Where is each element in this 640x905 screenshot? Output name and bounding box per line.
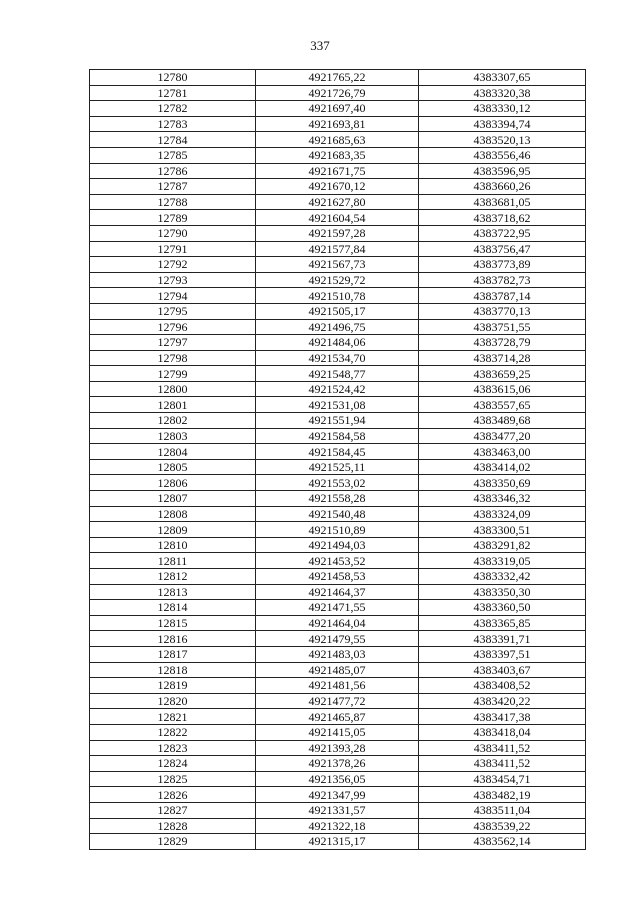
table-row: [90, 335, 586, 351]
table-row: [90, 288, 586, 304]
x-coordinate-cell: 4921505,17: [256, 303, 419, 319]
point-number-cell: 12820: [90, 693, 256, 709]
x-coordinate-cell: 4921671,75: [256, 163, 419, 179]
y-coordinate-cell: 4383346,32: [419, 491, 586, 507]
table-row: [90, 444, 586, 460]
table-row: [90, 740, 586, 756]
point-number-cell: 12805: [90, 459, 256, 475]
y-coordinate-cell: 4383414,02: [419, 459, 586, 475]
table-row: [90, 491, 586, 507]
x-coordinate-cell: 4921331,57: [256, 802, 419, 818]
table-row: [90, 116, 586, 132]
point-number-cell: 12793: [90, 272, 256, 288]
x-coordinate-cell: 4921765,22: [256, 70, 419, 86]
point-number-cell: 12782: [90, 101, 256, 117]
point-number-cell: 12802: [90, 413, 256, 429]
table-row: [90, 818, 586, 834]
x-coordinate-cell: 4921483,03: [256, 646, 419, 662]
table-row: [90, 179, 586, 195]
table-row: [90, 569, 586, 585]
y-coordinate-cell: 4383477,20: [419, 428, 586, 444]
table-row: [90, 756, 586, 772]
y-coordinate-cell: 4383596,95: [419, 163, 586, 179]
y-coordinate-cell: 4383511,04: [419, 802, 586, 818]
point-number-cell: 12826: [90, 787, 256, 803]
x-coordinate-cell: 4921485,07: [256, 662, 419, 678]
point-number-cell: 12804: [90, 444, 256, 460]
table-row: [90, 303, 586, 319]
x-coordinate-cell: 4921567,73: [256, 257, 419, 273]
table-row: [90, 163, 586, 179]
x-coordinate-cell: 4921604,54: [256, 210, 419, 226]
point-number-cell: 12789: [90, 210, 256, 226]
point-number-cell: 12806: [90, 475, 256, 491]
table-row: [90, 693, 586, 709]
point-number-cell: 12798: [90, 350, 256, 366]
y-coordinate-cell: 4383482,19: [419, 787, 586, 803]
x-coordinate-cell: 4921356,05: [256, 771, 419, 787]
y-coordinate-cell: 4383420,22: [419, 693, 586, 709]
y-coordinate-cell: 4383365,85: [419, 615, 586, 631]
y-coordinate-cell: 4383660,26: [419, 179, 586, 195]
x-coordinate-cell: 4921465,87: [256, 709, 419, 725]
point-number-cell: 12816: [90, 631, 256, 647]
x-coordinate-cell: 4921479,55: [256, 631, 419, 647]
y-coordinate-cell: 4383562,14: [419, 834, 586, 850]
point-number-cell: 12817: [90, 646, 256, 662]
x-coordinate-cell: 4921534,70: [256, 350, 419, 366]
y-coordinate-cell: 4383324,09: [419, 506, 586, 522]
table-row: [90, 584, 586, 600]
y-coordinate-cell: 4383319,05: [419, 553, 586, 569]
table-row: [90, 147, 586, 163]
y-coordinate-cell: 4383770,13: [419, 303, 586, 319]
x-coordinate-cell: 4921524,42: [256, 381, 419, 397]
y-coordinate-cell: 4383350,69: [419, 475, 586, 491]
point-number-cell: 12814: [90, 600, 256, 616]
x-coordinate-cell: 4921577,84: [256, 241, 419, 257]
y-coordinate-cell: 4383350,30: [419, 584, 586, 600]
x-coordinate-cell: 4921551,94: [256, 413, 419, 429]
point-number-cell: 12827: [90, 802, 256, 818]
point-number-cell: 12786: [90, 163, 256, 179]
point-number-cell: 12783: [90, 116, 256, 132]
table-row: [90, 459, 586, 475]
point-number-cell: 12785: [90, 147, 256, 163]
y-coordinate-cell: 4383411,52: [419, 756, 586, 772]
y-coordinate-cell: 4383418,04: [419, 724, 586, 740]
x-coordinate-cell: 4921597,28: [256, 225, 419, 241]
x-coordinate-cell: 4921464,04: [256, 615, 419, 631]
y-coordinate-cell: 4383463,00: [419, 444, 586, 460]
table-row: [90, 194, 586, 210]
x-coordinate-cell: 4921484,06: [256, 335, 419, 351]
y-coordinate-cell: 4383397,51: [419, 646, 586, 662]
x-coordinate-cell: 4921471,55: [256, 600, 419, 616]
point-number-cell: 12791: [90, 241, 256, 257]
x-coordinate-cell: 4921415,05: [256, 724, 419, 740]
y-coordinate-cell: 4383332,42: [419, 569, 586, 585]
point-number-cell: 12808: [90, 506, 256, 522]
y-coordinate-cell: 4383489,68: [419, 413, 586, 429]
point-number-cell: 12784: [90, 132, 256, 148]
x-coordinate-cell: 4921584,58: [256, 428, 419, 444]
y-coordinate-cell: 4383394,74: [419, 116, 586, 132]
y-coordinate-cell: 4383782,73: [419, 272, 586, 288]
point-number-cell: 12811: [90, 553, 256, 569]
x-coordinate-cell: 4921510,89: [256, 522, 419, 538]
x-coordinate-cell: 4921510,78: [256, 288, 419, 304]
x-coordinate-cell: 4921726,79: [256, 85, 419, 101]
x-coordinate-cell: 4921697,40: [256, 101, 419, 117]
y-coordinate-cell: 4383787,14: [419, 288, 586, 304]
y-coordinate-cell: 4383722,95: [419, 225, 586, 241]
y-coordinate-cell: 4383520,13: [419, 132, 586, 148]
point-number-cell: 12794: [90, 288, 256, 304]
x-coordinate-cell: 4921458,53: [256, 569, 419, 585]
y-coordinate-cell: 4383718,62: [419, 210, 586, 226]
point-number-cell: 12818: [90, 662, 256, 678]
table-row: [90, 724, 586, 740]
point-number-cell: 12803: [90, 428, 256, 444]
x-coordinate-cell: 4921548,77: [256, 366, 419, 382]
point-number-cell: 12790: [90, 225, 256, 241]
x-coordinate-cell: 4921693,81: [256, 116, 419, 132]
y-coordinate-cell: 4383659,25: [419, 366, 586, 382]
point-number-cell: 12815: [90, 615, 256, 631]
page-number: 337: [310, 38, 330, 53]
y-coordinate-cell: 4383751,55: [419, 319, 586, 335]
table-row: [90, 646, 586, 662]
y-coordinate-cell: 4383408,52: [419, 678, 586, 694]
point-number-cell: 12824: [90, 756, 256, 772]
x-coordinate-cell: 4921347,99: [256, 787, 419, 803]
table-row: [90, 381, 586, 397]
table-row: [90, 350, 586, 366]
table-row: [90, 615, 586, 631]
table-row: [90, 257, 586, 273]
x-coordinate-cell: 4921315,17: [256, 834, 419, 850]
table-row: [90, 631, 586, 647]
y-coordinate-cell: 4383728,79: [419, 335, 586, 351]
x-coordinate-cell: 4921378,26: [256, 756, 419, 772]
table-row: [90, 70, 586, 86]
point-number-cell: 12813: [90, 584, 256, 600]
x-coordinate-cell: 4921531,08: [256, 397, 419, 413]
y-coordinate-cell: 4383330,12: [419, 101, 586, 117]
point-number-cell: 12792: [90, 257, 256, 273]
x-coordinate-cell: 4921525,11: [256, 459, 419, 475]
table-row: [90, 506, 586, 522]
point-number-cell: 12800: [90, 381, 256, 397]
x-coordinate-cell: 4921553,02: [256, 475, 419, 491]
table-row: [90, 475, 586, 491]
y-coordinate-cell: 4383556,46: [419, 147, 586, 163]
table-row: [90, 834, 586, 850]
point-number-cell: 12799: [90, 366, 256, 382]
point-number-cell: 12821: [90, 709, 256, 725]
y-coordinate-cell: 4383773,89: [419, 257, 586, 273]
x-coordinate-cell: 4921584,45: [256, 444, 419, 460]
x-coordinate-cell: 4921322,18: [256, 818, 419, 834]
table-row: [90, 397, 586, 413]
point-number-cell: 12823: [90, 740, 256, 756]
point-number-cell: 12825: [90, 771, 256, 787]
x-coordinate-cell: 4921627,80: [256, 194, 419, 210]
table-row: [90, 366, 586, 382]
x-coordinate-cell: 4921481,56: [256, 678, 419, 694]
table-row: [90, 537, 586, 553]
point-number-cell: 12812: [90, 569, 256, 585]
point-number-cell: 12828: [90, 818, 256, 834]
y-coordinate-cell: 4383307,65: [419, 70, 586, 86]
table-row: [90, 85, 586, 101]
x-coordinate-cell: 4921670,12: [256, 179, 419, 195]
point-number-cell: 12822: [90, 724, 256, 740]
table-row: [90, 662, 586, 678]
y-coordinate-cell: 4383756,47: [419, 241, 586, 257]
point-number-cell: 12797: [90, 335, 256, 351]
table-row: [90, 132, 586, 148]
point-number-cell: 12810: [90, 537, 256, 553]
y-coordinate-cell: 4383360,50: [419, 600, 586, 616]
point-number-cell: 12795: [90, 303, 256, 319]
point-number-cell: 12780: [90, 70, 256, 86]
table-row: [90, 522, 586, 538]
point-number-cell: 12781: [90, 85, 256, 101]
x-coordinate-cell: 4921529,72: [256, 272, 419, 288]
table-row: [90, 428, 586, 444]
x-coordinate-cell: 4921683,35: [256, 147, 419, 163]
y-coordinate-cell: 4383681,05: [419, 194, 586, 210]
y-coordinate-cell: 4383454,71: [419, 771, 586, 787]
y-coordinate-cell: 4383403,67: [419, 662, 586, 678]
table-row: [90, 101, 586, 117]
table-row: [90, 678, 586, 694]
point-number-cell: 12819: [90, 678, 256, 694]
x-coordinate-cell: 4921558,28: [256, 491, 419, 507]
table-row: [90, 553, 586, 569]
y-coordinate-cell: 4383615,06: [419, 381, 586, 397]
x-coordinate-cell: 4921477,72: [256, 693, 419, 709]
y-coordinate-cell: 4383291,82: [419, 537, 586, 553]
x-coordinate-cell: 4921540,48: [256, 506, 419, 522]
y-coordinate-cell: 4383539,22: [419, 818, 586, 834]
x-coordinate-cell: 4921496,75: [256, 319, 419, 335]
y-coordinate-cell: 4383320,38: [419, 85, 586, 101]
x-coordinate-cell: 4921494,03: [256, 537, 419, 553]
point-number-cell: 12801: [90, 397, 256, 413]
x-coordinate-cell: 4921685,63: [256, 132, 419, 148]
point-number-cell: 12796: [90, 319, 256, 335]
y-coordinate-cell: 4383300,51: [419, 522, 586, 538]
table-row: [90, 210, 586, 226]
y-coordinate-cell: 4383417,38: [419, 709, 586, 725]
table-row: [90, 709, 586, 725]
point-number-cell: 12829: [90, 834, 256, 850]
table-row: [90, 787, 586, 803]
y-coordinate-cell: 4383411,52: [419, 740, 586, 756]
table-row: [90, 771, 586, 787]
table-row: [90, 241, 586, 257]
table-row: [90, 225, 586, 241]
x-coordinate-cell: 4921464,37: [256, 584, 419, 600]
table-row: [90, 600, 586, 616]
table-row: [90, 802, 586, 818]
y-coordinate-cell: 4383391,71: [419, 631, 586, 647]
y-coordinate-cell: 4383714,28: [419, 350, 586, 366]
point-number-cell: 12807: [90, 491, 256, 507]
coordinates-table: [89, 69, 586, 850]
x-coordinate-cell: 4921393,28: [256, 740, 419, 756]
point-number-cell: 12809: [90, 522, 256, 538]
point-number-cell: 12788: [90, 194, 256, 210]
table-row: [90, 319, 586, 335]
table-row: [90, 272, 586, 288]
point-number-cell: 12787: [90, 179, 256, 195]
x-coordinate-cell: 4921453,52: [256, 553, 419, 569]
y-coordinate-cell: 4383557,65: [419, 397, 586, 413]
table-row: [90, 413, 586, 429]
coordinates-table-body: [90, 70, 586, 850]
